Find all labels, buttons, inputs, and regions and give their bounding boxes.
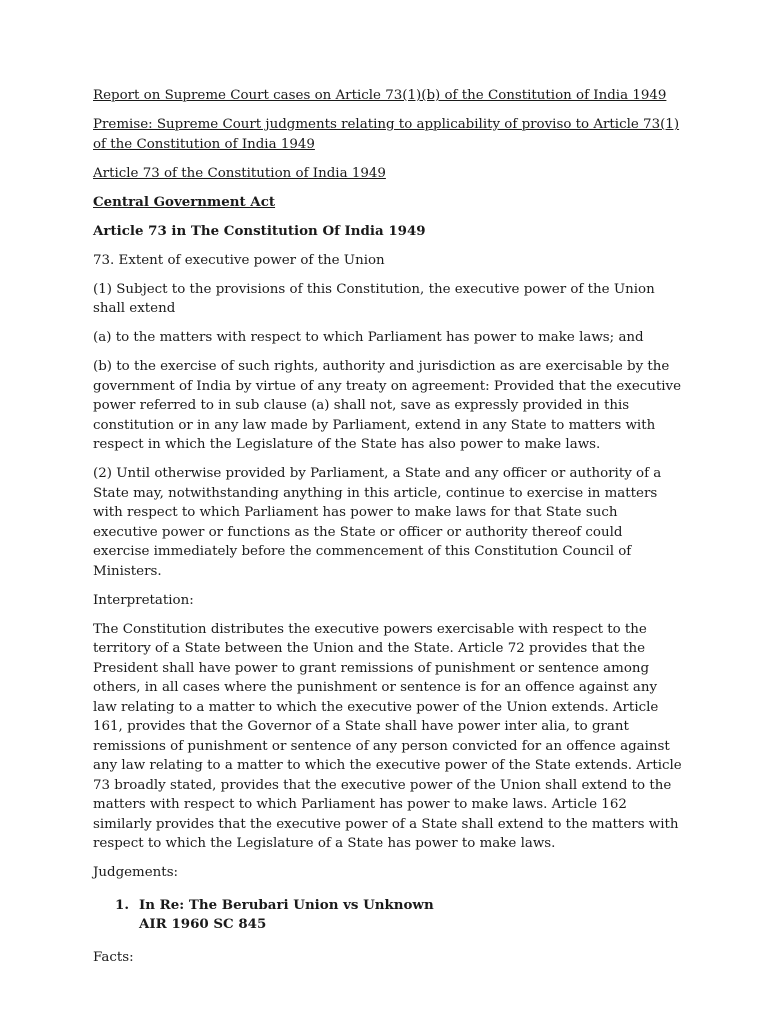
clause-2: (2) Until otherwise provided by Parliament, a State and any officer or authority of a State may, notwithstanding anything in this article, continue to exercise in matters with respect to which Parliament has power to make laws for that State such executive power or functions as the State or officer or authority thereof could exercise immediately before the commencement of this Constitution Council of Ministers. [93, 466, 662, 579]
judgements-label: Judgements: [93, 865, 179, 880]
central-government-act-heading: Central Government Act [93, 193, 276, 210]
interpretation-text: The Constitution distributes the executive powers exercisable with respect to the territory of a State between the Union and the State. Article 72 provides that the President shall have power to grant remissions of punishment or sentence among others, in all cases where the punishment or sentence is for an offence against any law relating to a matter to which the executive power of the Union extends. Article 161, provides that the Governor of a State shall have power inter alia, to grant remissions of punishment or sentence of any person convicted for an offence against any law relating to a matter to which the executive power of the State extends. Article 73 broadly stated, provides that the executive power of the Union shall extend to the matters with respect to which Parliament has power to make laws. Article 162 similarly provides that the executive power of a State shall extend to the matters with respect to which the Legislature of a State has power to make laws. [93, 621, 682, 851]
article-73-heading: Article 73 in The Constitution Of India 1949 [93, 222, 426, 239]
report-title-link[interactable]: Report on Supreme Court cases on Article 73(1)(b) of the Constitution of India 1949 [93, 88, 667, 103]
case-name: In Re: The Berubari Union vs Unknown [139, 896, 434, 913]
clause-a: (a) to the matters with respect to which Parliament has power to make laws; and [93, 330, 644, 345]
article-73-link[interactable]: Article 73 of the Constitution of India 1949 [93, 165, 386, 181]
case-citation: AIR 1960 SC 845 [139, 916, 267, 932]
list-item-number: 1. [115, 896, 129, 913]
facts-label: Facts: [93, 949, 134, 965]
premise-link[interactable]: Premise: Supreme Court judgments relating to applicability of proviso to Article 73(1) of the Constitution of India 1949 [93, 117, 680, 152]
list-item-body [139, 896, 434, 935]
judgements-list [93, 896, 683, 935]
interpretation-label: Interpretation: [93, 592, 194, 608]
clause-b: (b) to the exercise of such rights, authority and jurisdiction as are exercisable by the government of India by virtue of any treaty on agreement: Provided that the executive power referred to in sub clause (a) shall not, save as expressly provided in this constitution or in any law made by Parliament, extend in any State to matters with respect in which the Legislature of the State has also power to make laws. [93, 359, 682, 452]
section-title: 73. Extent of executive power of the Union [93, 252, 385, 268]
list-item [93, 896, 683, 935]
document-page [93, 86, 683, 977]
clause-1: (1) Subject to the provisions of this Constitution, the executive power of the Union shall extend [93, 281, 655, 316]
